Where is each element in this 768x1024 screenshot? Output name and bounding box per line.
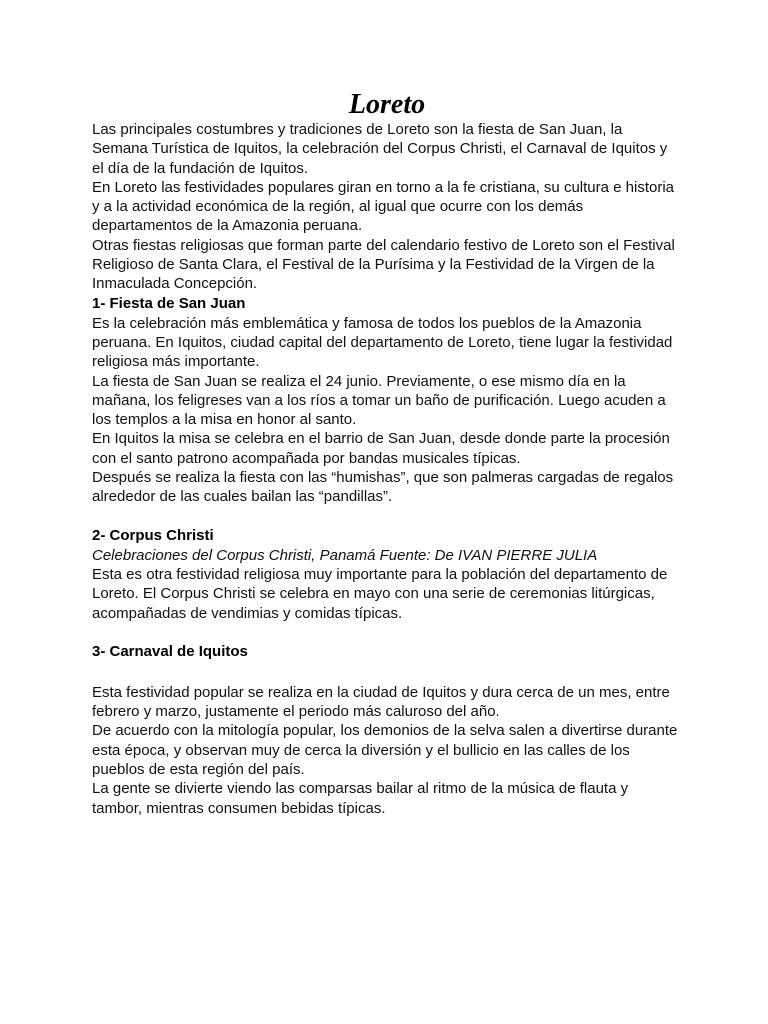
section-heading-corpus-christi: 2- Corpus Christi <box>92 526 214 544</box>
section-paragraph: Esta festividad popular se realiza en la ciudad de Iquitos y dura cerca de un mes, entre febrero y marzo, justamente el periodo más caluroso del año. <box>92 683 670 721</box>
image-caption: Celebraciones del Corpus Christi, Panamá Fuente: De IVAN PIERRE JULIA <box>92 546 598 564</box>
section-paragraph: La fiesta de San Juan se realiza el 24 junio. Previamente, o ese mismo día en la mañana, los feligreses van a los ríos a tomar un baño de purificación. Luego acuden a los templos a la misa en honor al santo. <box>92 372 666 429</box>
document-title: Loreto <box>348 89 426 120</box>
blank-line <box>92 623 682 642</box>
intro-paragraph: En Loreto las festividades populares giran en torno a la fe cristiana, su cultura e historia y a la actividad económica de la región, al igual que ocurre con los demás departamentos de la Amazonia peruana. <box>92 178 674 235</box>
section-paragraph: De acuerdo con la mitología popular, los demonios de la selva salen a divertirse durante esta época, y observan muy de cerca la diversión y el bullicio en las calles de los pueblos de esta región del país. <box>92 722 678 779</box>
section-heading-carnaval: 3- Carnaval de Iquitos <box>92 642 248 660</box>
blank-line <box>92 662 682 683</box>
section-paragraph: En Iquitos la misa se celebra en el barrio de San Juan, desde donde parte la procesión con el santo patrono acompañada por bandas musicales típicas. <box>92 430 670 467</box>
section-paragraph: Esta es otra festividad religiosa muy importante para la población del departamento de Loreto. El Corpus Christi se celebra en mayo con una serie de ceremonias litúrgicas, acompañadas de vendimias y comidas típicas. <box>92 565 668 622</box>
section-paragraph: Después se realiza la fiesta con las “humishas”, que son palmeras cargadas de regalos alrededor de las cuales bailan las “pandillas”. <box>92 469 674 506</box>
document-page <box>92 88 682 818</box>
blank-line <box>92 507 682 526</box>
section-heading-san-juan: 1- Fiesta de San Juan <box>92 294 246 312</box>
intro-paragraph: Otras fiestas religiosas que forman parte del calendario festivo de Loreto son el Festival Religioso de Santa Clara, el Festival de la Purísima y la Festividad de la Virgen de la Inmaculada Concepción. <box>92 236 675 293</box>
section-paragraph: La gente se divierte viendo las comparsas bailar al ritmo de la música de flauta y tambor, mientras consumen bebidas típicas. <box>92 780 629 817</box>
intro-paragraph: Las principales costumbres y tradiciones de Loreto son la fiesta de San Juan, la Semana Turística de Iquitos, la celebración del Corpus Christi, el Carnaval de Iquitos y el día de la fundación de Iquitos. <box>92 121 668 177</box>
section-paragraph: Es la celebración más emblemática y famosa de todos los pueblos de la Amazonia peruana. En Iquitos, ciudad capital del departamento de Loreto, tiene lugar la festividad religiosa más importante. <box>92 314 673 371</box>
